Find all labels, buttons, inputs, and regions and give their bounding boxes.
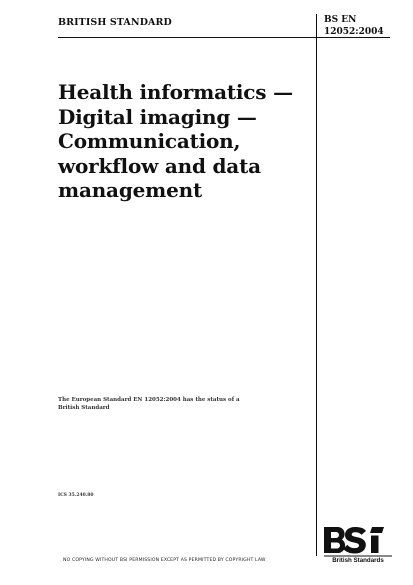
bsi-logo-tagline: British Standards (332, 557, 384, 563)
column-divider-rule (316, 14, 317, 556)
title-line: Health informatics — (58, 80, 293, 104)
title-line: Digital imaging — (58, 104, 257, 129)
document-title (58, 80, 308, 203)
status-note-line: The European Standard EN 12052:2004 has the status of a (58, 397, 240, 403)
title-line: Communication, (58, 129, 241, 153)
title-line: management (58, 178, 202, 202)
title-line: workflow and data (58, 153, 261, 178)
copyright-notice: NO COPYING WITHOUT BSI PERMISSION EXCEPT AS PERMITTED BY COPYRIGHT LAW (63, 558, 266, 563)
series-label: BRITISH STANDARD (58, 17, 172, 28)
standard-number (324, 14, 384, 38)
standard-number-code: 12052:2004 (324, 27, 384, 37)
ics-code: ICS 35.240.80 (58, 493, 94, 498)
status-note-line: British Standard (58, 404, 110, 411)
standard-number-prefix: BS EN (324, 15, 357, 25)
bsi-logo (322, 525, 394, 563)
status-note (58, 397, 268, 412)
